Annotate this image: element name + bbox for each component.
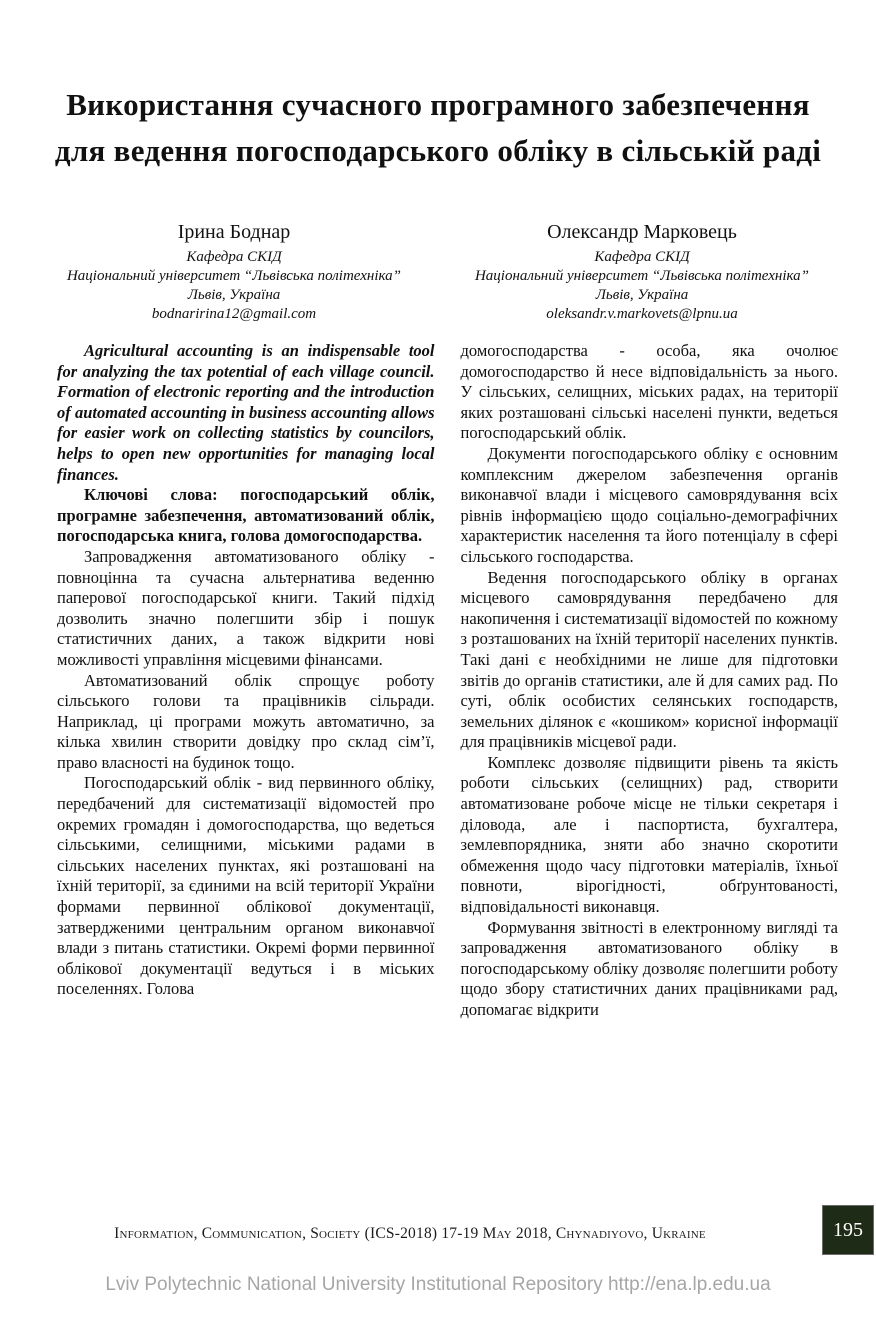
body-paragraph: Запровадження автоматизованого обліку - повноцінна та сучасна альтернатива веденню паперової погосподарської книги. Такий підхід дозволить значно полегшити збір і пошук статистичних даних, а також відкрити нові можливості управління місцевими фінансами. xyxy=(57,546,435,669)
body-paragraph: Формування звітності в електронному вигляді та запровадження автоматизованого обліку в погосподарському обліку дозволяє полегшити роботу щодо збору статистичних даних працівниками рад, допомагає відкрити xyxy=(460,917,838,1019)
body-paragraph: Документи погосподарського обліку є основним комплексним джерелом забезпечення органів виконавчої влади і місцевого самоврядування всіх рівнів інформацією щодо соціально-демографічних характеристик населення та його потенціалу в сфері сільського господарства. xyxy=(460,443,838,566)
author-block-markovets xyxy=(438,220,846,324)
keywords-paragraph: Ключові слова: погосподарський облік, програмне забезпечення, автоматизований облік, погосподарська книга, голова домогосподарства. xyxy=(57,485,435,546)
body-columns xyxy=(0,341,876,1021)
body-paragraph: Погосподарський облік - вид первинного обліку, передбачений для систематизації відомостей про окремих громадян і домогосподарства, що ведеться сільськими, селищними, міськими радами в сільських населених пунктах, які розташовані на їхній території, за єдиними на всій території України формами первинної облікової документації, затвердженими центральним органом виконавчої влади з питань статистики. Окремі форми первинної облікової документації ведуться і в міських поселеннях. Голова xyxy=(57,773,435,999)
left-column xyxy=(57,341,435,1021)
authors-row xyxy=(0,220,876,324)
author-block-bodnar xyxy=(30,220,438,324)
body-paragraph: домогосподарства - особа, яка очолює домогосподарство й несе відповідальність за нього. У сільських, селищних, міських радах, на території яких розташовані сільські населені пункти, ведеться погосподарський облік. xyxy=(460,341,838,443)
page-number-badge: 195 xyxy=(822,1205,874,1255)
abstract-paragraph: Agricultural accounting is an indispensable tool for analyzing the tax potential of each village council. Formation of electronic reporting and the introduction of automated accounting in business accounting allows for easier work on collecting statistics by councilors, helps to open new opportunities for managing local finances. xyxy=(57,341,435,484)
repository-footer: Lviv Polytechnic National University Institutional Repository http://ena.lp.edu.ua xyxy=(105,1274,771,1295)
author-email: bodnaririna12@gmail.com xyxy=(151,306,317,322)
author-name: Ірина Боднар xyxy=(177,221,291,243)
body-paragraph: Ведення погосподарського обліку в органах місцевого самоврядування передбачено для накопичення і систематизації відомостей по кожному з розташованих на їхній території населених пунктів. Такі дані є необхідними не лише для підготовки звітів до органів статистики, але й для самих рад. По суті, облік особистих селянських господарств, земельних ділянок є «кошиком» корисної інформації для працівників місцевої ради. xyxy=(460,567,838,752)
author-name: Олександр Марковець xyxy=(547,221,737,243)
author-location: Львів, Україна xyxy=(187,287,281,303)
page-title: Використання сучасного програмного забезпечення для ведення погосподарського обліку в сільській раді xyxy=(54,87,822,168)
right-column xyxy=(461,341,839,1021)
author-university: Національний університет “Львівська політехніка” xyxy=(66,268,402,284)
body-paragraph: Автоматизований облік спрощує роботу сільського голови та працівників сільради. Наприклад, ці програми можуть автоматично, за кілька хвилин створити довідку про склад сім’ї, право власності на будинок тощо. xyxy=(57,670,435,772)
author-department: Кафедра СКІД xyxy=(594,249,690,265)
conference-footer: Information, Communication, Society (ICS-2018) 17-19 May 2018, Chynadiyovo, Ukraine xyxy=(114,1225,706,1242)
author-location: Львів, Україна xyxy=(595,287,689,303)
author-university: Національний університет “Львівська політехніка” xyxy=(474,268,810,284)
author-email: oleksandr.v.markovets@lpnu.ua xyxy=(546,306,738,322)
author-department: Кафедра СКІД xyxy=(186,249,282,265)
body-paragraph: Комплекс дозволяє підвищити рівень та якість роботи сільських (селищних) рад, створити автоматизоване робоче місце не тільки секретаря і діловода, але і паспортиста, бухгалтера, землевпорядника, зняти або значно скоротити обмеження щодо часу підготовки матеріалів, їхньої повноти, вірогідності, обґрунтованості, відповідальності виконавця. xyxy=(460,752,838,917)
